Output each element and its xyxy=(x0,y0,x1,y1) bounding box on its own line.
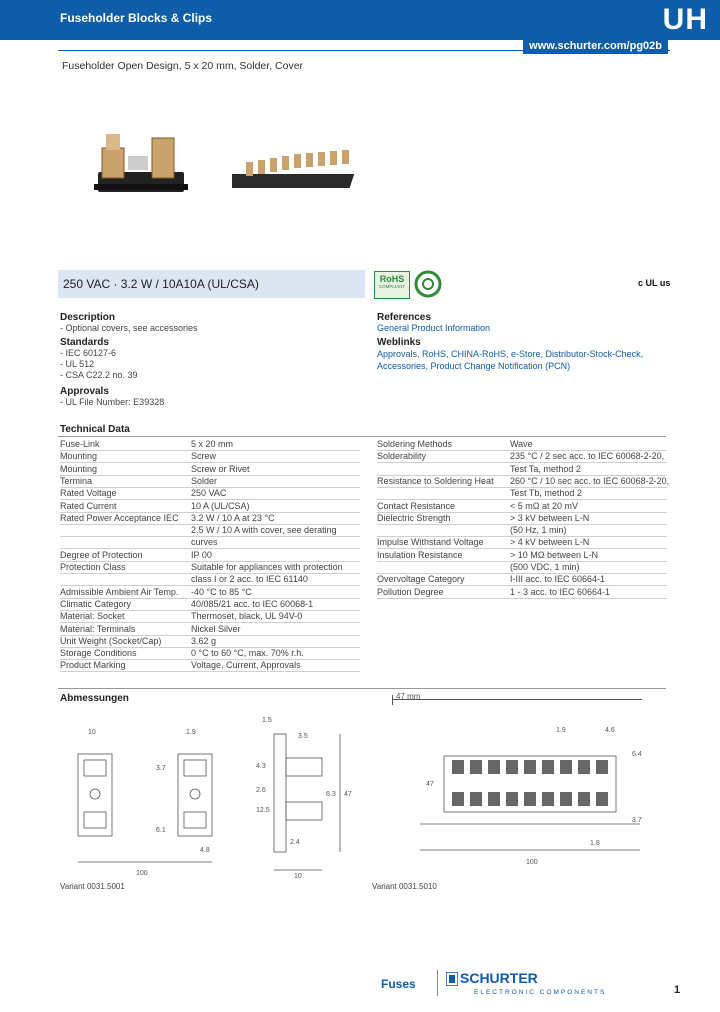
dim-label: 100 xyxy=(136,870,148,877)
tech-value: Nickel Silver xyxy=(191,623,241,634)
footer-section: Fuses xyxy=(381,977,416,991)
tech-value: IP 00 xyxy=(191,549,212,560)
tech-key: Rated Voltage xyxy=(60,488,117,499)
weblinks-line[interactable]: Accessories, Product Change Notification (PCN) xyxy=(377,361,571,371)
general-product-info-link[interactable]: General Product Information xyxy=(377,323,491,333)
dim-label: 1.8 xyxy=(590,840,600,847)
tech-key: Storage Conditions xyxy=(60,648,137,659)
tech-row xyxy=(377,524,667,537)
tech-value: 0 °C to 60 °C, max. 70% r.h. xyxy=(191,648,304,659)
tech-key: Degree of Protection xyxy=(60,549,143,560)
tech-value: Thermoset, black, UL 94V-0 xyxy=(191,611,303,622)
tech-value: Test Ta, method 2 xyxy=(510,463,581,474)
standards-line: - CSA C22.2 no. 39 xyxy=(60,370,138,380)
weblinks-line[interactable]: Approvals, RoHS, CHINA-RoHS, e-Store, Distributor-Stock-Check, xyxy=(377,349,644,359)
tech-value: 1 - 3 acc. to IEC 60664-1 xyxy=(510,586,611,597)
tech-row xyxy=(60,450,360,463)
tech-value: -40 °C to 85 °C xyxy=(191,586,252,597)
dim-label: 1.5 xyxy=(262,717,272,724)
ul-mark-icon: c UL us xyxy=(638,278,671,288)
dim-label: 6.3 xyxy=(326,791,336,798)
tech-value: 250 VAC xyxy=(191,488,227,499)
tech-value: Wave xyxy=(510,439,533,449)
description-heading: Description xyxy=(60,312,116,323)
tech-row xyxy=(60,463,360,476)
tech-key: Material: Terminals xyxy=(60,623,136,634)
tech-row xyxy=(60,635,360,648)
tech-row xyxy=(60,487,360,500)
dim-label: 100 xyxy=(526,859,538,866)
tech-row xyxy=(60,438,360,451)
technical-data-heading: Technical Data xyxy=(60,424,130,435)
tech-value: curves xyxy=(191,537,218,548)
tech-row xyxy=(377,561,667,574)
tech-key: Admissible Ambient Air Temp. xyxy=(60,586,179,597)
approvals-line: - UL File Number: E39328 xyxy=(60,397,165,407)
tech-row xyxy=(377,549,667,562)
tech-value: 3.2 W / 10 A at 23 °C xyxy=(191,512,275,523)
dimensions-heading: Abmessungen xyxy=(60,693,129,704)
tech-key: Contact Resistance xyxy=(377,500,456,511)
technical-rule xyxy=(58,436,666,437)
dim-label: 10 xyxy=(294,873,302,880)
product-photo-single xyxy=(94,128,190,200)
footer-divider xyxy=(437,970,438,996)
tech-value: > 4 kV between L-N xyxy=(510,537,590,548)
product-photo-strip xyxy=(232,150,368,198)
dim-label: 12.5 xyxy=(256,807,270,814)
dim-label: 4.8 xyxy=(200,847,210,854)
tech-row xyxy=(60,549,360,562)
page-subtitle: Fuseholder Open Design, 5 x 20 mm, Solder, Cover xyxy=(62,60,304,72)
tech-key: Climatic Category xyxy=(60,598,132,609)
tech-key: Soldering Methods xyxy=(377,439,453,449)
brand-tagline: ELECTRONIC COMPONENTS xyxy=(474,989,607,996)
tech-value: class I or 2 acc. to IEC 61140 xyxy=(191,574,308,585)
tech-row xyxy=(377,536,667,549)
tech-key: Impulse Withstand Voltage xyxy=(377,537,484,548)
tech-row xyxy=(377,487,667,500)
tech-value: 2.5 W / 10 A with cover, see derating xyxy=(191,525,337,536)
dim-label: 3.7 xyxy=(156,765,166,772)
tech-row xyxy=(60,500,360,513)
tech-key: Mounting xyxy=(60,463,98,474)
tech-value: 5 x 20 mm xyxy=(191,439,234,449)
approvals-heading: Approvals xyxy=(60,386,109,397)
tech-row xyxy=(60,536,360,549)
dimension-drawings xyxy=(60,712,670,884)
tech-row xyxy=(60,561,360,574)
header-url-link[interactable]: www.schurter.com/pg02b xyxy=(523,38,668,54)
dim-label: 47 xyxy=(426,781,434,788)
tech-value: Solder xyxy=(191,475,218,486)
tech-key: Material: Socket xyxy=(60,611,125,622)
brand-name: SCHURTER xyxy=(460,970,538,986)
tech-row xyxy=(377,475,670,488)
tech-key: Rated Power Acceptance IEC xyxy=(60,512,179,523)
tech-key: Mounting xyxy=(60,451,98,462)
tech-key: Unit Weight (Socket/Cap) xyxy=(60,635,162,646)
tech-row xyxy=(60,610,360,623)
tech-row xyxy=(377,500,667,513)
dim-label: 1.9 xyxy=(186,729,196,736)
dim-label: 10 xyxy=(88,729,96,736)
tech-value: 235 °C / 2 sec acc. to IEC 60068-2-20, xyxy=(510,451,665,462)
tech-key: Protection Class xyxy=(60,562,126,572)
tech-value: (500 VDC, 1 min) xyxy=(510,562,580,572)
tech-key: Fuse-Link xyxy=(60,439,100,449)
standards-heading: Standards xyxy=(60,337,109,348)
tech-key: Solderability xyxy=(377,451,427,462)
page-number: 1 xyxy=(674,984,681,996)
dim-label: 3.5 xyxy=(298,733,308,740)
standards-line: - IEC 60127-6 xyxy=(60,348,117,358)
header-category: Fuseholder Blocks & Clips xyxy=(60,11,213,25)
tech-row xyxy=(377,512,667,525)
tech-row xyxy=(377,450,667,463)
tech-key: Overvoltage Category xyxy=(377,574,465,585)
dim-label: 4.6 xyxy=(605,727,615,734)
dim-label: 2.6 xyxy=(256,787,266,794)
scale-bar xyxy=(392,699,642,700)
dim-label: 3.7 xyxy=(632,817,642,824)
tech-value: 260 °C / 10 sec acc. to IEC 60068-2-20, xyxy=(510,475,670,486)
tech-value: Suitable for appliances with protection xyxy=(191,562,343,572)
description-line: - Optional covers, see accessories xyxy=(60,323,198,333)
references-heading: References xyxy=(377,312,431,323)
tech-key: Dielectric Strength xyxy=(377,512,451,523)
standards-line: - UL 512 xyxy=(60,359,95,369)
tech-row xyxy=(60,586,360,599)
dim-label: 6.1 xyxy=(156,827,166,834)
scale-label: 47 mm xyxy=(396,692,421,701)
tech-value: Test Tb, method 2 xyxy=(510,488,582,499)
tech-value: 10 A (UL/CSA) xyxy=(191,500,250,511)
tech-value: Voltage, Current, Approvals xyxy=(191,660,301,671)
rating-text: 250 VAC · 3.2 W / 10A10A (UL/CSA) xyxy=(63,277,259,291)
dim-label: 2.4 xyxy=(290,839,300,846)
header-code: UH xyxy=(662,3,708,36)
tech-value: Screw xyxy=(191,451,217,462)
tech-value: 3.62 g xyxy=(191,635,217,646)
tech-row xyxy=(377,573,667,586)
tech-key: Pollution Degree xyxy=(377,586,444,597)
tech-value: > 10 MΩ between L-N xyxy=(510,549,599,560)
dim-label: 1.9 xyxy=(556,727,566,734)
tech-value: I-III acc. to IEC 60664-1 xyxy=(510,574,606,585)
dimensions-rule xyxy=(58,688,666,689)
scale-tick xyxy=(392,695,393,705)
tech-row xyxy=(377,586,667,599)
tech-value: < 5 mΩ at 20 mV xyxy=(510,500,579,511)
tech-row xyxy=(60,647,360,660)
tech-key: Product Marking xyxy=(60,660,126,671)
tech-row xyxy=(60,623,360,636)
tech-row xyxy=(60,659,360,672)
tech-key: Rated Current xyxy=(60,500,117,511)
weblinks-heading: Weblinks xyxy=(377,337,421,348)
variant-right-label: Variant 0031.5010 xyxy=(372,882,437,891)
tech-row xyxy=(377,438,667,451)
tech-value: > 3 kV between L-N xyxy=(510,512,590,523)
dim-label: 6.4 xyxy=(632,751,642,758)
tech-row xyxy=(60,598,360,611)
dim-label: 47 xyxy=(344,791,352,798)
tech-key: Resistance to Soldering Heat xyxy=(377,475,494,486)
variant-left-label: Variant 0031.5001 xyxy=(60,882,125,891)
tech-value: Screw or Rivet xyxy=(191,463,250,474)
tech-value: 40/085/21 acc. to IEC 60068-1 xyxy=(191,598,314,609)
dim-label: 4.3 xyxy=(256,763,266,770)
tech-key: Termina xyxy=(60,475,93,486)
rohs-badge: RoHS COMPLIANT xyxy=(374,271,410,299)
tech-row xyxy=(60,475,360,488)
tech-row xyxy=(60,524,360,537)
tech-row xyxy=(60,512,360,525)
china-rohs-icon xyxy=(414,270,442,298)
schurter-logo-icon xyxy=(446,972,458,986)
tech-key: Insulation Resistance xyxy=(377,549,463,560)
tech-row xyxy=(377,463,667,476)
tech-value: (50 Hz, 1 min) xyxy=(510,525,567,536)
tech-row xyxy=(60,573,360,586)
